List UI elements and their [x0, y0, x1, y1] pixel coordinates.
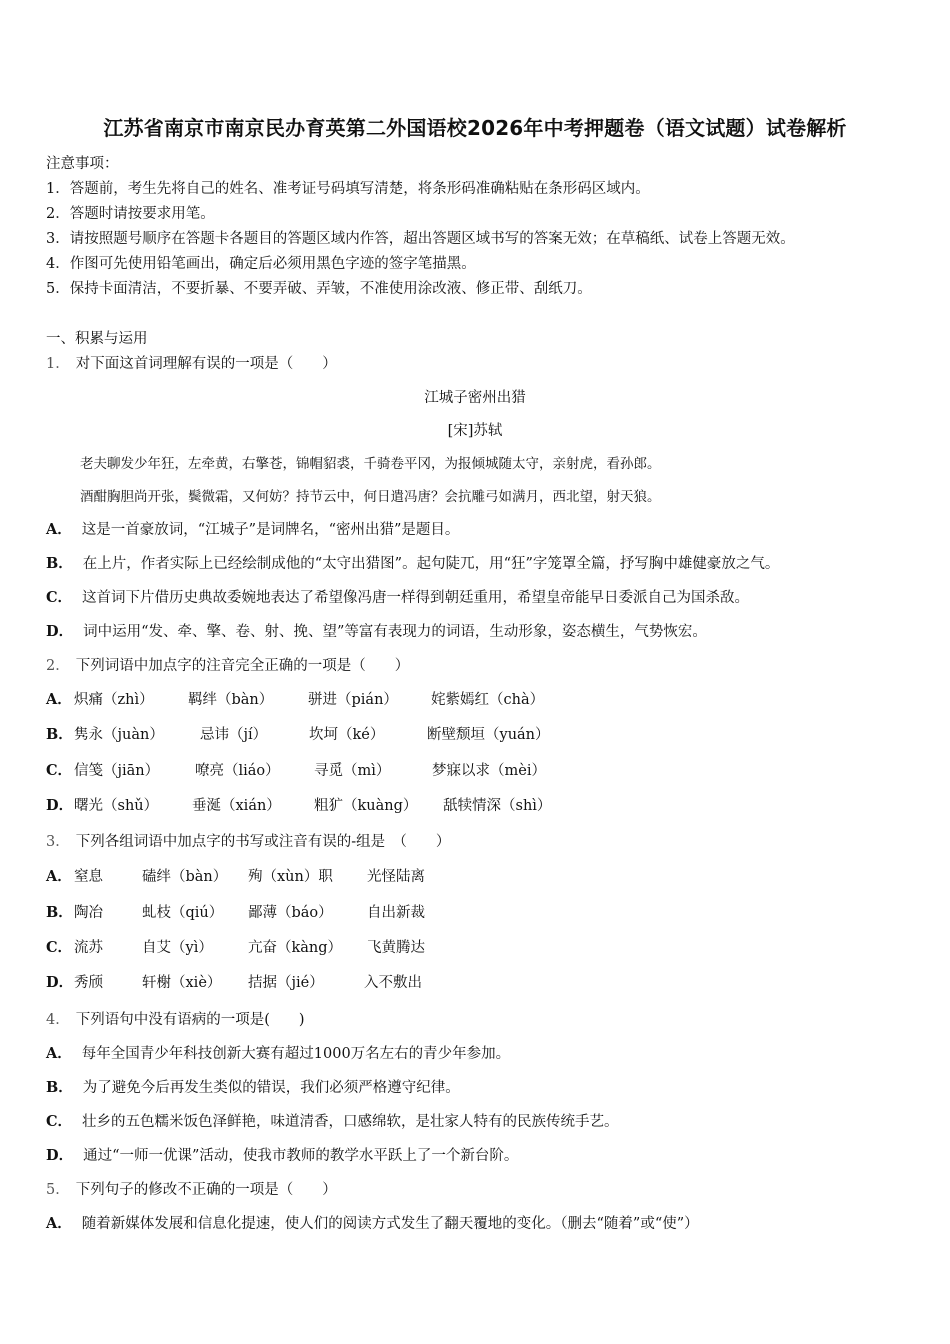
option-item: 忌讳（jí） — [200, 727, 268, 743]
option-text: 为了避免今后再发生类似的错误，我们必须严格遵守纪律。 — [82, 1080, 460, 1096]
option-item: 隽永（juàn） — [74, 727, 164, 743]
notice-item: 4．作图可先使用铅笔画出，确定后必须用黑色字迹的签字笔描黑。 — [46, 256, 476, 272]
option-text: 每年全国青少年科技创新大赛有超过1000万名左右的青少年参加。 — [81, 1046, 511, 1062]
question-stem: 下列句子的修改不正确的一项是（ ） — [75, 1182, 337, 1198]
option-a — [46, 518, 459, 539]
option-item: 光怪陆离 — [367, 869, 425, 885]
option-a — [46, 1212, 699, 1233]
option-item: 寻觅（mì） — [314, 763, 391, 779]
question-1 — [46, 352, 337, 373]
option-letter: A． — [46, 868, 72, 885]
question-number: 5． — [46, 1182, 70, 1198]
option-letter: B． — [46, 726, 73, 743]
question-number: 4． — [46, 1012, 70, 1028]
notice-item: 5．保持卡面清洁，不要折暴、不要弄破、弄皱，不准使用涂改液、修正带、刮纸刀。 — [46, 281, 592, 297]
option-item: 磕绊（bàn） — [142, 869, 228, 885]
option-item: 骈进（pián） — [308, 692, 398, 708]
option-item: 信笺（jiān） — [74, 763, 160, 779]
option-text: 随着新媒体发展和信息化提速，使人们的阅读方式发生了翻天覆地的变化。（删去“随着”或“使”） — [81, 1216, 699, 1232]
page-title: 江苏省南京市南京民办育英第二外国语校2026年中考押题卷（语文试题）试卷解析 — [103, 116, 847, 140]
question-stem: 对下面这首词理解有误的一项是（ ） — [75, 356, 337, 372]
option-item: 鄙薄（báo） — [248, 905, 333, 921]
option-item: 嘹亮（liáo） — [195, 763, 280, 779]
option-item: 虬枝（qiú） — [142, 905, 224, 921]
option-text: 词中运用“发、牵、擎、卷、射、挽、望”等富有表现力的词语，生动形象，姿态横生，气势恢宏。 — [83, 624, 707, 640]
option-letter: B． — [46, 904, 73, 921]
option-text: 在上片，作者实际上已经绘制成他的“太守出猎图”。起句陡兀，用“狂”字笼罩全篇，抒写胸中雄健豪放之气。 — [82, 556, 780, 572]
poem-line: 老夫聊发少年狂，左牵黄，右擎苍，锦帽貂裘，千骑卷平冈，为报倾城随太守，亲射虎，看孙郎。 — [80, 456, 661, 472]
option-item: 羁绊（bàn） — [188, 692, 274, 708]
option-letter: D． — [46, 797, 74, 814]
option-letter: B． — [46, 555, 73, 572]
option-letter: A． — [46, 521, 72, 538]
option-item: 炽痛（zhì） — [74, 692, 154, 708]
poem-line: 酒酣胸胆尚开张，鬓微霜，又何妨？持节云中，何日遣冯唐？会抗雕弓如满月，西北望，射天狼。 — [80, 489, 661, 505]
option-item: 亢奋（kàng） — [248, 940, 343, 956]
question-5 — [46, 1178, 337, 1199]
option-item: 自艾（yì） — [142, 940, 213, 956]
question-stem: 下列各组词语中加点字的书写或注音有误的-组是 （ ） — [75, 834, 451, 850]
option-letter: B． — [46, 1079, 73, 1096]
option-item: 窒息 — [74, 869, 103, 885]
option-item: 秀颀 — [74, 975, 103, 991]
question-2 — [46, 654, 409, 675]
option-letter: D． — [46, 974, 74, 991]
option-letter: A． — [46, 1215, 72, 1232]
option-item: 流苏 — [74, 940, 103, 956]
option-text: 壮乡的五色糯米饭色泽鲜艳，味道清香，口感绵软，是壮家人特有的民族传统手艺。 — [82, 1114, 619, 1130]
question-number: 1． — [46, 356, 70, 372]
option-letter: A． — [46, 691, 72, 708]
option-item: 粗犷（kuàng） — [314, 798, 418, 814]
option-letter: D． — [46, 623, 74, 640]
option-a — [46, 1042, 510, 1063]
option-text: 通过“一师一优课”活动，使我市教师的教学水平跃上了一个新台阶。 — [83, 1148, 519, 1164]
option-item: 入不敷出 — [364, 975, 422, 991]
notice-item: 2．答题时请按要求用笔。 — [46, 206, 215, 222]
option-item: 姹紫嫣红（chà） — [431, 692, 545, 708]
option-item: 殉（xùn）职 — [248, 869, 333, 885]
question-stem: 下列词语中加点字的注音完全正确的一项是（ ） — [75, 658, 410, 674]
option-letter: D． — [46, 1147, 74, 1164]
option-b — [46, 552, 779, 573]
notice-item: 3．请按照题号顺序在答题卡各题目的答题区域内作答，超出答题区域书写的答案无效；在草稿纸、试卷上答题无效。 — [46, 231, 795, 247]
option-b — [46, 1076, 460, 1097]
option-item: 陶冶 — [74, 905, 103, 921]
question-number: 2． — [46, 658, 70, 674]
option-item: 断壁颓垣（yuán） — [427, 727, 550, 743]
option-item: 坎坷（ké） — [309, 727, 385, 743]
option-text: 这首词下片借历史典故委婉地表达了希望像冯唐一样得到朝廷重用，希望皇帝能早日委派自己为国杀敌。 — [82, 590, 750, 606]
option-item: 拮据（jié） — [248, 975, 324, 991]
option-item: 自出新裁 — [367, 905, 425, 921]
option-letter: C． — [46, 939, 73, 956]
question-stem: 下列语句中没有语病的一项是( ) — [75, 1012, 305, 1028]
notice-heading: 注意事项： — [46, 156, 119, 172]
poem-author: [宋]苏轼 — [447, 423, 503, 439]
option-item: 垂涎（xián） — [192, 798, 281, 814]
option-letter: C． — [46, 589, 73, 606]
question-3 — [46, 830, 450, 851]
option-item: 飞黄腾达 — [367, 940, 425, 956]
option-item: 梦寐以求（mèi） — [432, 763, 546, 779]
option-c — [46, 586, 749, 607]
option-c — [46, 1110, 619, 1131]
question-number: 3． — [46, 834, 70, 850]
option-item: 轩榭（xiè） — [142, 975, 222, 991]
option-d — [46, 1144, 518, 1165]
option-d — [46, 620, 707, 641]
poem-title: 江城子密州出猎 — [424, 390, 526, 406]
option-letter: C． — [46, 762, 73, 779]
option-item: 曙光（shǔ） — [74, 798, 159, 814]
option-letter: A． — [46, 1045, 72, 1062]
notice-item: 1．答题前，考生先将自己的姓名、准考证号码填写清楚，将条形码准确粘贴在条形码区域内。 — [46, 181, 650, 197]
option-item: 舐犊情深（shì） — [443, 798, 552, 814]
section-heading: 一、积累与运用 — [46, 331, 148, 347]
question-4 — [46, 1008, 305, 1029]
option-text: 这是一首豪放词，“江城子”是词牌名，“密州出猎”是题目。 — [81, 522, 460, 538]
option-letter: C． — [46, 1113, 73, 1130]
